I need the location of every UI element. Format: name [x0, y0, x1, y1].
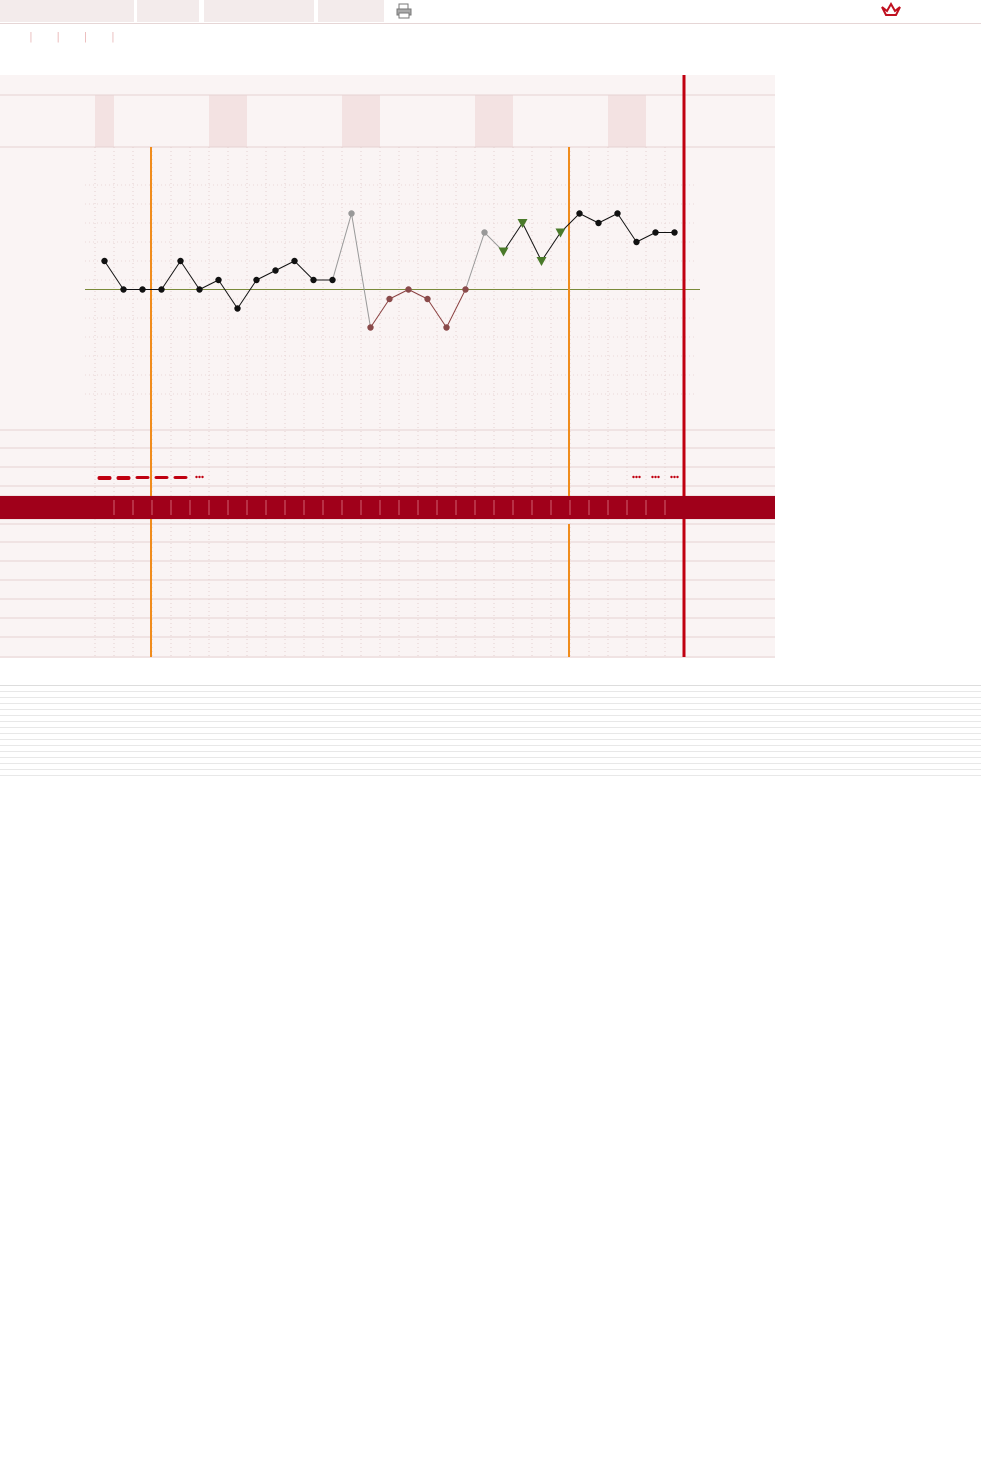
temp-point [576, 210, 582, 216]
temp-point [443, 324, 449, 330]
weekend-shade [228, 95, 247, 147]
temp-point [310, 277, 316, 283]
tab-statistics[interactable] [318, 0, 384, 22]
spotting-mark [676, 476, 678, 478]
spotting-mark [670, 476, 672, 478]
weekend-shade [475, 95, 494, 147]
header-disturbances [590, 672, 775, 685]
notes-header-row [0, 672, 981, 685]
spotting-mark [201, 476, 203, 478]
top-bar [0, 0, 981, 24]
spotting-mark [195, 476, 197, 478]
temp-point [120, 286, 126, 292]
note-medication [775, 769, 981, 775]
spotting-mark [654, 476, 656, 478]
note-cycle-day [60, 769, 90, 775]
spotting-mark [635, 476, 637, 478]
header-divider [0, 23, 981, 24]
note-method [390, 769, 590, 775]
weekend-shade [95, 95, 114, 147]
weekend-shade [494, 95, 513, 147]
spotting-mark [638, 476, 640, 478]
note-date [0, 769, 60, 775]
temp-point [177, 258, 183, 264]
temp-point [234, 305, 240, 311]
notes-table [0, 672, 981, 776]
temp-point [367, 324, 373, 330]
cycle-day-bar [0, 496, 775, 519]
user-name [0, 0, 134, 22]
temp-point [386, 296, 392, 302]
temp-point [424, 296, 430, 302]
note-text [90, 769, 390, 775]
spotting-mark [198, 476, 200, 478]
temp-point [348, 210, 354, 216]
chart-background [0, 75, 775, 658]
temp-point [652, 229, 658, 235]
temp-point [595, 220, 601, 226]
tab-cycle-overview[interactable] [204, 0, 314, 22]
temp-point [614, 210, 620, 216]
spotting-mark [673, 476, 675, 478]
spotting-mark [632, 476, 634, 478]
header-notes [90, 672, 390, 685]
temp-point [671, 229, 677, 235]
temp-point [158, 286, 164, 292]
bleeding-mark [174, 476, 188, 479]
weekend-shade [361, 95, 380, 147]
temp-point [272, 267, 278, 273]
table-row [0, 769, 981, 775]
temp-point [215, 277, 221, 283]
print-icon[interactable] [396, 3, 412, 19]
bleeding-mark [98, 476, 112, 480]
temp-point [329, 277, 335, 283]
cycle-chart [0, 75, 775, 658]
note-disturbance [590, 769, 775, 775]
spotting-mark [657, 476, 659, 478]
bleeding-mark [136, 476, 150, 479]
temp-point [101, 258, 107, 264]
header-method [390, 672, 590, 685]
crown-logo-icon [880, 1, 902, 19]
temp-point [139, 286, 145, 292]
temp-point [462, 286, 468, 292]
temp-point [633, 239, 639, 245]
temp-point [253, 277, 259, 283]
bleeding-mark [117, 476, 131, 480]
bleeding-mark [155, 476, 169, 479]
temp-point [196, 286, 202, 292]
weekend-shade [608, 95, 627, 147]
temp-point [291, 258, 297, 264]
spotting-mark [651, 476, 653, 478]
temp-point [481, 229, 487, 235]
weekend-shade [342, 95, 361, 147]
header-medications [775, 672, 981, 685]
weekend-shade [627, 95, 646, 147]
cycle-meta: | | | | [29, 31, 118, 43]
cycle-navigator[interactable] [137, 0, 199, 22]
weekend-shade [209, 95, 228, 147]
temp-point [405, 286, 411, 292]
